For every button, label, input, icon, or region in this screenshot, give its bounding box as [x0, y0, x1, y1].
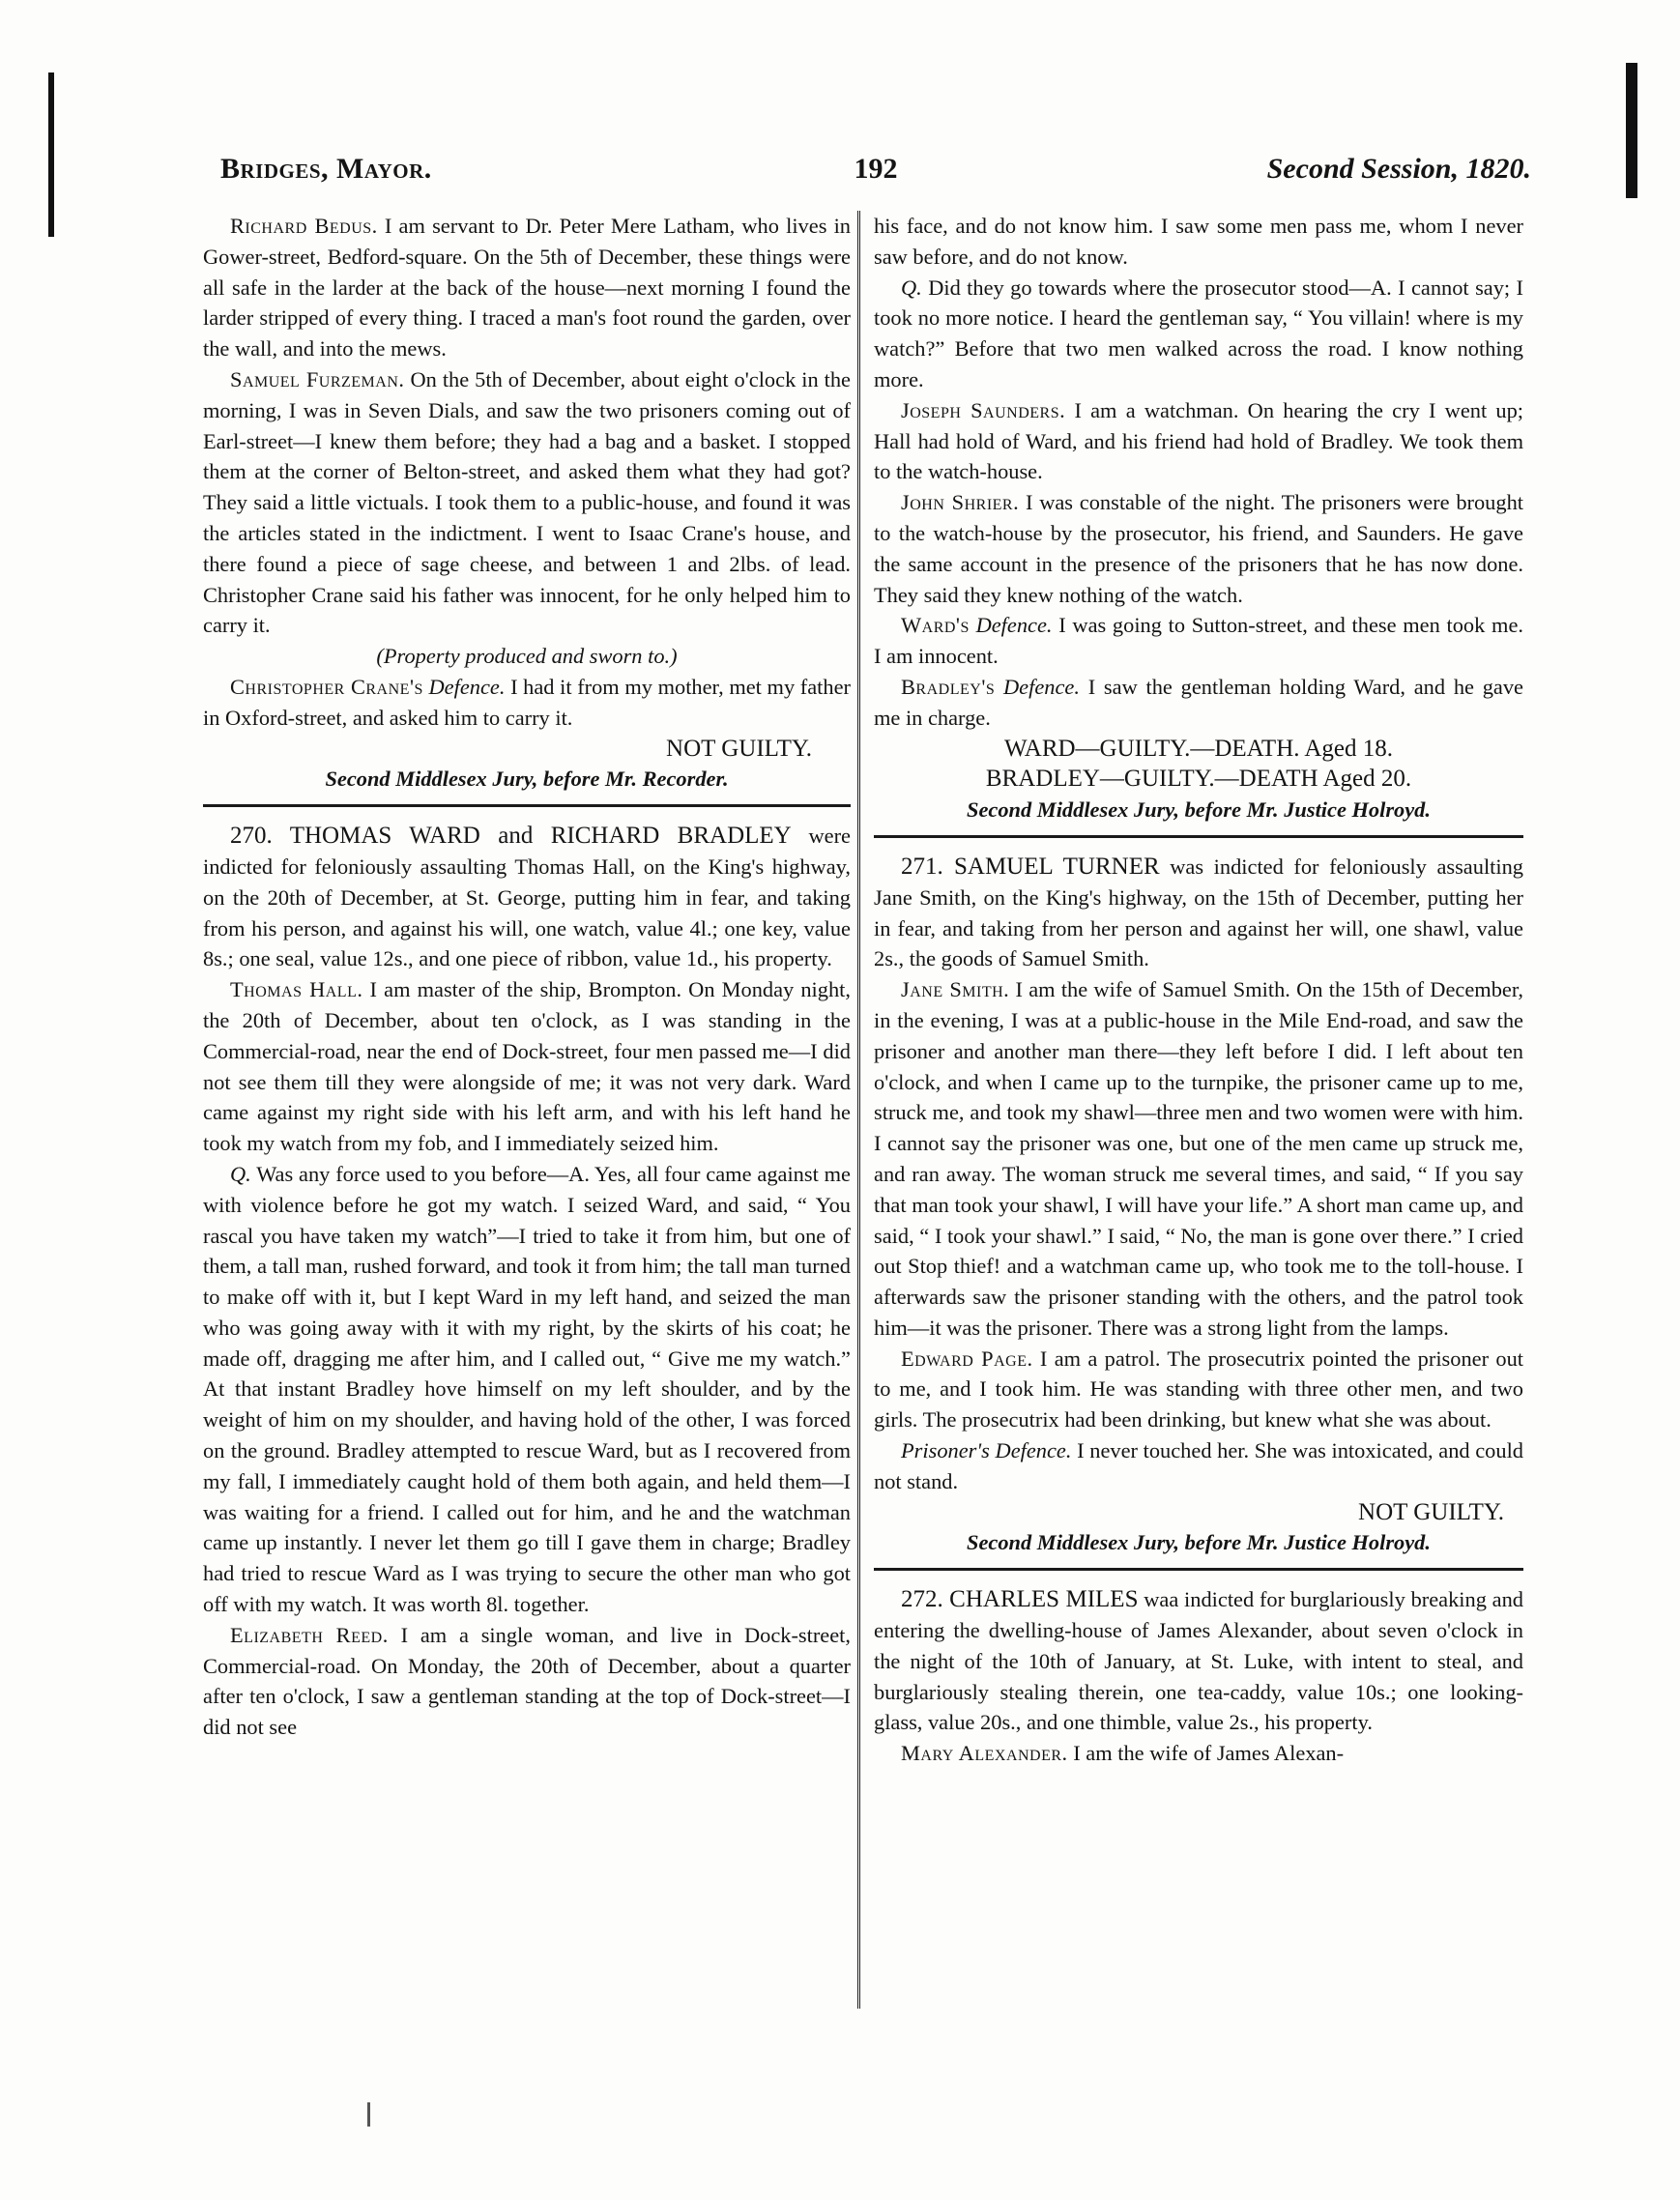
right-column [874, 211, 1523, 1769]
jury-line: Second Middlesex Jury, before Mr. Justice Holroyd. [967, 1530, 1431, 1555]
defence-label: Prisoner's Defence. [901, 1438, 1072, 1463]
testimony-text: I never touched her. She was intoxicated, and could not stand. [874, 1438, 1523, 1493]
scan-speck [367, 2102, 370, 2127]
testimony-reed [203, 1620, 851, 1743]
defence-prisoner [874, 1435, 1523, 1497]
testimony-reed-question [874, 273, 1523, 395]
testimony-text: I am the wife of James Alexan- [1067, 1741, 1345, 1766]
witness-name: Ward's [901, 613, 970, 638]
indictment-text: was indicted for feloniously assaulting Jane Smith, on the King's highway, on the 15th of December, putting her in fear, and taking from her person and against her will, one shawl, value 2s., the goods of Samuel Smith. [874, 854, 1523, 971]
page-number: 192 [854, 153, 898, 185]
defence-label: Defence. [995, 674, 1080, 699]
witness-name: John Shrier. [901, 490, 1020, 515]
case-number: 271. [901, 853, 943, 880]
jury-line: Second Middlesex Jury, before Mr. Justice Holroyd. [967, 797, 1431, 823]
header-right: Second Session, 1820. [1266, 153, 1531, 185]
witness-name: Bradley's [901, 674, 996, 699]
defendants: CHARLES MILES [942, 1586, 1139, 1613]
question-marker: Q. [230, 1161, 251, 1186]
testimony-text: I am master of the ship, Brompton. On Monday night, the 20th of December, about ten o'clock, as I was standing in the Commercial-road, near the end of Dock-street, four men passed me—I did not see them till they were alongside of me; it was not very dark. Ward came against my right side with his left arm, and with his left hand he took my watch from my fob, and I immediately seized him. [203, 977, 851, 1156]
testimony-text: I saw the gentleman holding Ward, and he gave me in charge. [874, 674, 1523, 730]
verdict: NOT GUILTY. [1358, 1498, 1504, 1525]
testimony-hall [203, 974, 851, 1159]
testimony-bedus [203, 211, 851, 364]
witness-name: Thomas Hall. [230, 977, 363, 1002]
jury-line: Second Middlesex Jury, before Mr. Recorder. [325, 767, 729, 792]
section-rule [874, 835, 1523, 838]
defence-label: Defence. [969, 613, 1053, 638]
testimony-text: I am a watchman. On hearing the cry I went up; Hall had hold of Ward, and his friend had hold of Bradley. We took them to the watch-house. [874, 397, 1523, 484]
testimony-furzeman [203, 364, 851, 641]
testimony-text: I am servant to Dr. Peter Mere Latham, who lives in Gower-street, Bedford-square. On the 5th of December, these things were all safe in the larder at the back of the house—next morning I found the larder stripped of every thing. I traced a man's foot round the garden, over the wall, and into the mews. [203, 214, 851, 362]
case-272-indictment [874, 1584, 1523, 1738]
case-number: 270. [230, 823, 273, 850]
defence-label: Defence. [422, 674, 506, 699]
scan-edge-mark-right [1626, 63, 1637, 198]
sentence-bradley: BRADLEY—GUILTY.—DEATH Aged 20. [985, 766, 1412, 793]
witness-name: Jane Smith. [901, 977, 1010, 1002]
header-left: Bridges, Mayor. [220, 153, 432, 185]
section-rule [203, 804, 851, 807]
testimony-text: I am a patrol. The prosecutrix pointed the prisoner out to me, and I took him. He was standing with three other men, and two girls. The prosecutrix had been drinking, but knew what she was about. [874, 1346, 1523, 1433]
column-divider [857, 211, 860, 2009]
left-column [203, 211, 851, 1743]
sentence-ward: WARD—GUILTY.—DEATH. Aged 18. [1003, 735, 1394, 762]
page-header [220, 153, 1531, 201]
testimony-smith [874, 974, 1523, 1344]
testimony-hall-question [203, 1159, 851, 1620]
testimony-text: I was constable of the night. The prisoners were brought to the watch-house by the prosecutor, his friend, and Saunders. He gave the same account in the presence of the prisoners that he has now done. They said they knew nothing of the watch. [874, 490, 1523, 607]
case-number: 272. [901, 1586, 943, 1613]
witness-name: Christopher Crane's [230, 674, 423, 699]
case-270-indictment [203, 821, 851, 974]
testimony-text: Did they go towards where the prosecutor stood—A. I cannot say; I took no more notice. I heard the gentleman say, “ You villain! where is my watch?” Before that two men walked across the road. I know nothing more. [874, 275, 1523, 391]
indictment-text: were indicted for feloniously assaulting Thomas Hall, on the King's highway, on the 20th of December, at St. George, putting him in fear, and taking from his person, and against his will, one watch, value 4l.; one key, value 8s.; one seal, value 12s., and one piece of ribbon, value 1d., his property. [203, 824, 851, 971]
testimony-page [874, 1344, 1523, 1435]
testimony-text: On the 5th of December, about eight o'clock in the morning, I was in Seven Dials, and saw the two prisoners coming out of Earl-street—I knew them before; they had a bag and a basket. I stopped them at the corner of Belton-street, and asked them what they had got? They said a little victuals. I took them to a public-house, and found it was the articles stated in the indictment. I went to Isaac Crane's house, and there found a piece of sage cheese, and between 1 and 2lbs. of lead. Christopher Crane said his father was innocent, for he only helped him to carry it. [203, 366, 851, 638]
witness-name: Elizabeth Reed. [230, 1622, 389, 1647]
witness-name: Mary Alexander. [901, 1741, 1068, 1766]
testimony-reed-continued: his face, and do not know him. I saw some men pass me, whom I never saw before, and do not know. [874, 214, 1523, 269]
question-marker: Q. [901, 275, 922, 300]
testimony-text: I am a single woman, and live in Dock-street, Commercial-road. On Monday, the 20th of December, about a quarter after ten o'clock, I saw a gentleman standing at the top of Dock-street—I did not see [203, 1622, 851, 1740]
section-rule [874, 1568, 1523, 1571]
indictment-text: waa indicted for burglariously breaking and entering the dwelling-house of James Alexander, about seven o'clock in the night of the 10th of January, at St. Luke, with intent to steal, and burglariously stealing therein, one tea-caddy, value 10s.; one looking-glass, value 20s., and one thimble, value 2s., his property. [874, 1587, 1523, 1735]
case-271-indictment [874, 852, 1523, 974]
defence-crane [203, 672, 851, 734]
defence-ward [874, 610, 1523, 672]
witness-name: Samuel Furzeman. [230, 366, 405, 391]
testimony-text: I was going to Sutton-street, and these men took me. I am innocent. [874, 613, 1523, 669]
testimony-text: I had it from my mother, met my father in Oxford-street, and asked him to carry it. [203, 674, 851, 730]
verdict: NOT GUILTY. [666, 735, 812, 762]
defendants: THOMAS WARD and RICHARD BRADLEY [272, 823, 792, 850]
scan-edge-mark-left [48, 72, 54, 237]
testimony-shrier [874, 487, 1523, 610]
witness-name: Joseph Saunders. [901, 397, 1066, 422]
testimony-text: I am the wife of Samuel Smith. On the 15th of December, in the evening, I was at a public-house in the Mile End-road, and saw the prisoner and another man there—they left before I did. I left about ten o'clock, and when I came up to the turnpike, the prisoner came up to me, struck me, and took my shawl—three men and two women were with him. I cannot say the prisoner was one, but one of the men came up struck me, and ran away. The woman struck me several times, and said, “ If you say that man took your shawl, I will have your life.” A short man came up, and said, “ I took your shawl.” I said, “ No, the man is gone over there.” I cried out Stop thief! and a watchman came up, who took me to the toll-house. I afterwards saw the prisoner standing with the others, and the patrol took him—it was the prisoner. There was a strong light from the lamps. [874, 977, 1523, 1340]
property-note: (Property produced and sworn to.) [376, 644, 678, 669]
defendants: SAMUEL TURNER [942, 853, 1160, 880]
witness-name: Richard Bedus. [230, 214, 378, 238]
testimony-text: Was any force used to you before—A. Yes, all four came against me with violence before he got my watch. I seized Ward, and said, “ You rascal you have taken my watch”—I tried to take it from him, but one of them, a tall man, rushed forward, and took it from him; the tall man turned to make off with it, but I kept Ward in my left hand, and seized the man who was going away with it with my right, by the skirts of his coat; he made off, dragging me after him, and I called out, “ Give me my watch.” At that instant Bradley hove himself on my left shoulder, and by the weight of him on my shoulder, and having hold of the other, I was forced on the ground. Bradley attempted to rescue Ward, but as I recovered from my fall, I immediately caught hold of them both again, and held them—I was waiting for a friend. I called out for him, and he and the watchman came up instantly. I never let them go till I gave them in charge; Bradley had tried to rescue Ward as I was trying to secure the other man who got off with my watch. It was worth 8l. together. [203, 1161, 851, 1617]
testimony-alexander [874, 1738, 1523, 1769]
defence-bradley [874, 672, 1523, 734]
witness-name: Edward Page. [901, 1346, 1033, 1371]
testimony-saunders [874, 395, 1523, 487]
